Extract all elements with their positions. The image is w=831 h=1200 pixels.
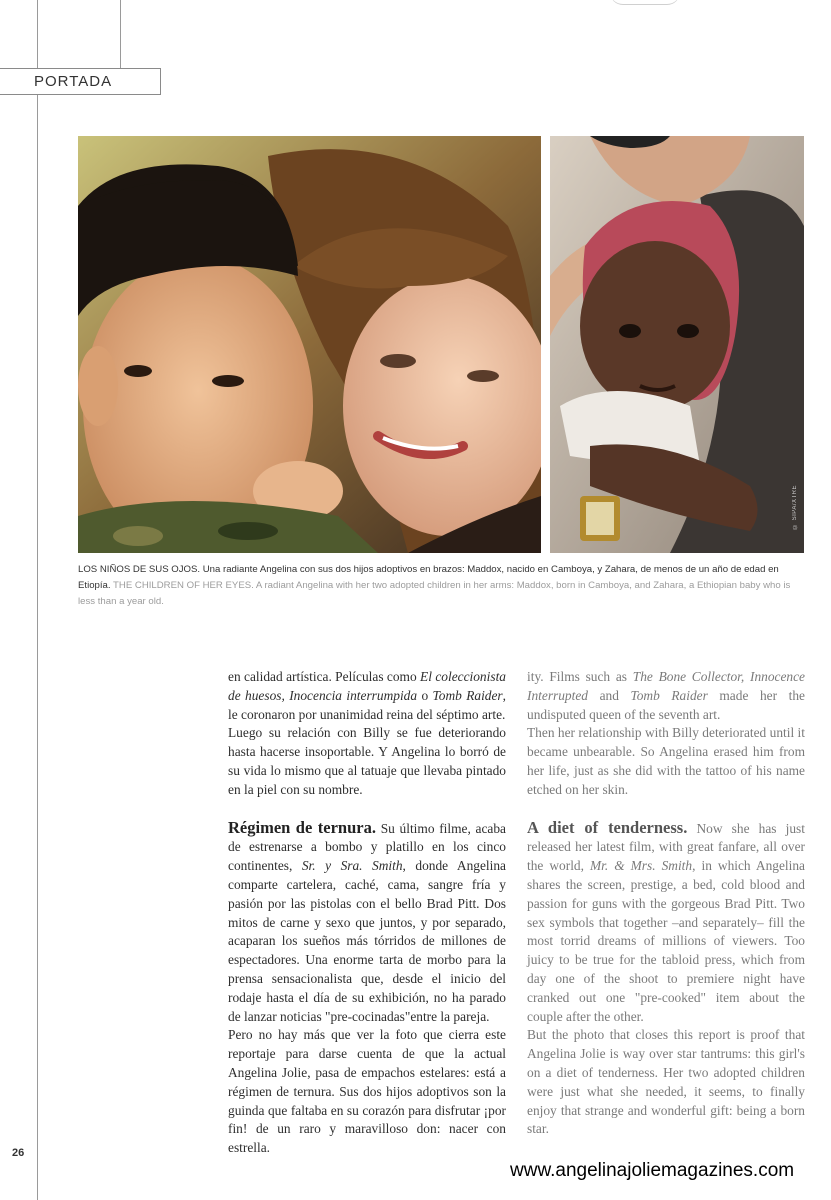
paragraph: But the photo that closes this report is proof that Angelina Jolie is way over star tantrums: this girl's on a diet of tenderness. Her two adopted children were just what she needed, it seems, to finally enjoy that strange and wonderful gift: being a born star. bbox=[527, 1027, 805, 1137]
header-rule bbox=[120, 0, 121, 68]
paragraph bbox=[527, 819, 805, 1027]
page-number: 26 bbox=[12, 1147, 25, 1159]
photo-mother-son-image bbox=[78, 136, 541, 553]
text-run: Now she has just released her latest film, with great fanfare, all over the world, bbox=[527, 820, 805, 874]
text-run: made her the undisputed queen of the seventh art. bbox=[527, 687, 806, 722]
film-title: Sr. y Sra. Smith bbox=[301, 858, 403, 874]
page-edge-decoration bbox=[610, 0, 680, 5]
section-label: PORTADA bbox=[34, 73, 113, 90]
photo-mother-son bbox=[78, 136, 541, 553]
text-run: en calidad artística. Películas como bbox=[228, 669, 421, 684]
text-run: o bbox=[417, 687, 433, 703]
margin-rule bbox=[37, 0, 38, 1200]
text-run: , le coronaron por unanimidad reina del séptimo arte. bbox=[228, 687, 506, 722]
photo-mother-baby bbox=[550, 136, 804, 553]
paragraph: Luego su relación con Billy se fue deteriorando hasta hacerse insoportable. Y Angelina lo borró de su vida lo mismo que al tatuaje que llevaba pintado en la piel con su nombre. bbox=[228, 725, 506, 797]
film-title: Tomb Raider bbox=[630, 687, 708, 703]
photo-credit: © SIPA/XTRE bbox=[792, 484, 798, 529]
text-run: , donde Angelina comparte cartelera, caché, cama, sangre fría y pasión por las pistolas con el bello Brad Pitt. Dos mitos de carne y sexo que juntos, y por separado, acaparan los sueños más tórridos de millones de espectadores. Una enorme tarta de morbo para la prensa sensacionalista que, desde el inicio del rodaje hasta el día de su exhibición, no ha parado de lanzar noticias "pre-cocinadas"entre la pareja. bbox=[228, 858, 506, 1024]
caption-spanish: LOS NIÑOS DE SUS OJOS. Una radiante Angelina con sus dos hijos adoptivos en brazos: Maddox, nacido en Camboya, y Zahara, de menos de un año de edad en Etiopía. bbox=[78, 564, 779, 591]
caption-english: THE CHILDREN OF HER EYES. A radiant Angelina with her two adopted children in her arms: Maddox, born in Camboya, and Zahara, a Ethiopian baby who is less than a year old. bbox=[78, 580, 791, 607]
paragraph bbox=[527, 668, 805, 724]
text-run: ity. Films such as bbox=[527, 669, 633, 684]
section-tab bbox=[0, 68, 161, 95]
paragraph: Then her relationship with Billy deteriorated until it became unbearable. So Angelina erased him from her life, just as she did with the tattoo of his name etched on her skin. bbox=[527, 725, 805, 797]
photo-mother-baby-image bbox=[550, 136, 804, 553]
section-heading: Régimen de ternura. bbox=[228, 817, 376, 837]
film-title: Tomb Raider bbox=[432, 687, 503, 703]
text-run: and bbox=[588, 687, 631, 703]
paragraph bbox=[228, 819, 506, 1027]
paragraph bbox=[228, 668, 506, 724]
text-run: , in which Angelina shares the screen, prestige, a bed, cold blood and passion for guns with the gorgeous Brad Pitt. Two sex symbols that together –and separately– fill the most torrid dreams of millions of viewers. Too juicy to be true for the tabloid press, which from day one of the shoot to premiere night have cranked out one "pre-cooked" item about the couple after the other. bbox=[527, 858, 805, 1024]
text-run: Su último filme, acaba de estrenarse a bombo y platillo en los cinco continentes, bbox=[228, 820, 506, 874]
paragraph: Pero no hay más que ver la foto que cierra este reportaje para darse cuenta de que la actual Angelina Jolie, pasa de empachos estelares: está a régimen de ternura. Sus dos hijos adoptivos son la guinda que faltaba en su corazón para disfrutar ¡por fin! de un raro y maravilloso don: nacer con estrella. bbox=[228, 1027, 506, 1156]
film-title: El coleccionista de huesos, Inocencia interrumpida bbox=[228, 669, 506, 703]
film-title: The Bone Collector, Innocence Interrupted bbox=[527, 669, 805, 703]
photo-caption bbox=[78, 562, 806, 610]
film-title: Mr. & Mrs. Smith bbox=[589, 858, 693, 874]
article-column-spanish bbox=[228, 668, 506, 1158]
watermark-url: www.angelinajoliemagazines.com bbox=[510, 1160, 795, 1181]
article-column-english bbox=[527, 668, 805, 1139]
section-heading: A diet of tenderness. bbox=[527, 817, 688, 837]
